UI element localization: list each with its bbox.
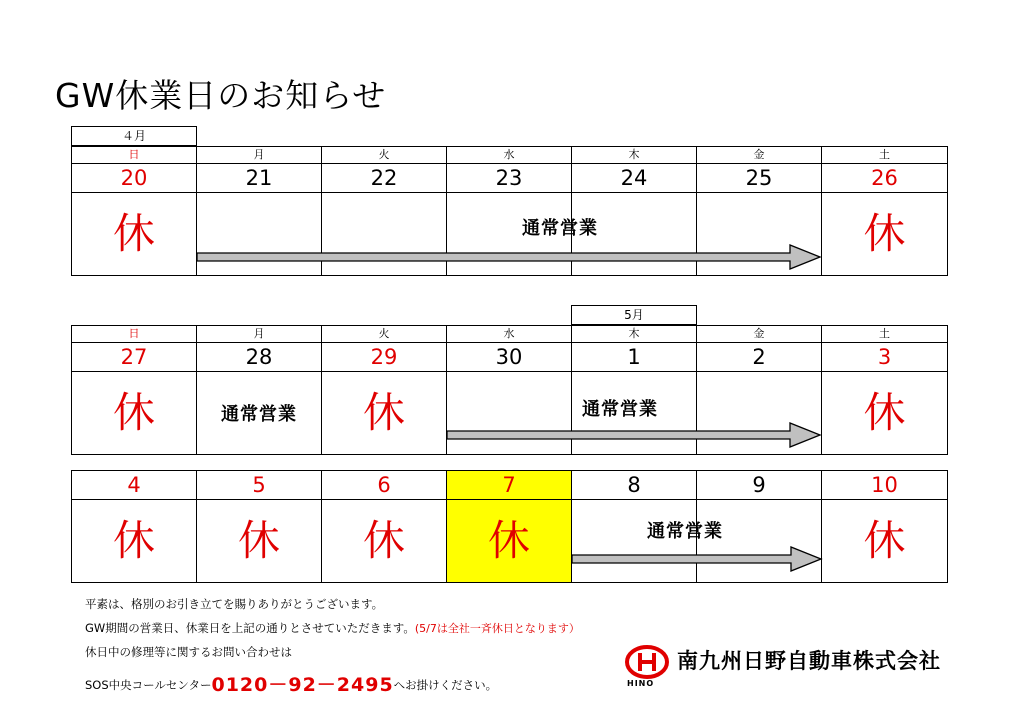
note-line-3: 休日中の修理等に関するお問い合わせは: [85, 645, 292, 659]
day-body: [822, 372, 948, 455]
weekday-fri: 金: [697, 326, 822, 343]
date-cell: 21: [197, 164, 322, 193]
note-line-4: [85, 674, 498, 696]
weekday-sat: 土: [822, 147, 948, 164]
open-period-arrow: [446, 421, 826, 451]
closed-mark: 休: [863, 209, 906, 258]
closed-mark: 休: [112, 209, 155, 258]
day-body: [822, 193, 948, 276]
day-body: [197, 500, 322, 583]
date-cell: 4: [72, 471, 197, 500]
date-cell-highlighted: 7: [447, 471, 572, 500]
day-body: [322, 372, 447, 455]
weekday-tue: 火: [322, 326, 447, 343]
closed-mark: 休: [362, 388, 405, 437]
hino-logo-icon: [625, 645, 669, 679]
day-body-highlighted: [447, 500, 572, 583]
date-cell: 3: [822, 343, 948, 372]
date-cell: 20: [72, 164, 197, 193]
closed-mark: 休: [112, 388, 155, 437]
date-cell: 27: [72, 343, 197, 372]
date-cell: 24: [572, 164, 697, 193]
note-line-2-text: GW期間の営業日、休業日を上記の通りとさせていただきます。: [85, 621, 415, 635]
date-cell: 25: [697, 164, 822, 193]
weekday-sun: 日: [72, 147, 197, 164]
closed-mark: 休: [487, 516, 530, 565]
date-cell: 6: [322, 471, 447, 500]
month-label-may: 5月: [571, 305, 697, 325]
month-label-april: ４月: [71, 126, 197, 146]
open-label: 通常営業: [221, 404, 297, 425]
open-label: 通常営業: [647, 521, 723, 542]
date-cell: 9: [697, 471, 822, 500]
weekday-wed: 水: [447, 326, 572, 343]
open-label: 通常営業: [582, 399, 658, 420]
day-body: [72, 193, 197, 276]
note-line-2: [85, 621, 580, 636]
date-cell: 5: [197, 471, 322, 500]
date-cell: 22: [322, 164, 447, 193]
day-body: [822, 500, 948, 583]
closed-mark: 休: [237, 516, 280, 565]
weekday-tue: 火: [322, 147, 447, 164]
note-line-4-end: へお掛けください。: [393, 678, 498, 692]
page-title: GW休業日のお知らせ: [55, 76, 387, 115]
weekday-wed: 水: [447, 147, 572, 164]
open-period-arrow: [196, 243, 826, 273]
day-body: [197, 372, 322, 455]
closed-mark: 休: [112, 516, 155, 565]
date-cell: 28: [197, 343, 322, 372]
day-body: [72, 372, 197, 455]
date-cell: 1: [572, 343, 697, 372]
note-line-2-red: (5/7は全社一斉休日となります）: [414, 622, 580, 635]
date-cell: 2: [697, 343, 822, 372]
weekday-mon: 月: [197, 147, 322, 164]
date-cell: 26: [822, 164, 948, 193]
closed-mark: 休: [863, 516, 906, 565]
date-cell: 29: [322, 343, 447, 372]
note-line-1: 平素は、格別のお引き立てを賜りありがとうございます。: [85, 597, 384, 611]
date-cell: 10: [822, 471, 948, 500]
day-body: [72, 500, 197, 583]
call-center-label: SOS中央コールセンター: [85, 678, 212, 692]
date-cell: 23: [447, 164, 572, 193]
day-body: [322, 500, 447, 583]
phone-number: 0120－92－2495: [211, 674, 394, 696]
weekday-sat: 土: [822, 326, 948, 343]
date-cell: 30: [447, 343, 572, 372]
company-name: 南九州日野自動車株式会社: [677, 649, 941, 673]
weekday-mon: 月: [197, 326, 322, 343]
weekday-thu: 木: [572, 147, 697, 164]
closed-mark: 休: [863, 388, 906, 437]
date-cell: 8: [572, 471, 697, 500]
hino-logo-text: HINO: [627, 679, 655, 688]
weekday-thu: 木: [572, 326, 697, 343]
open-label: 通常営業: [522, 218, 598, 239]
closed-mark: 休: [362, 516, 405, 565]
weekday-sun: 日: [72, 326, 197, 343]
weekday-fri: 金: [697, 147, 822, 164]
open-period-arrow: [571, 545, 827, 575]
